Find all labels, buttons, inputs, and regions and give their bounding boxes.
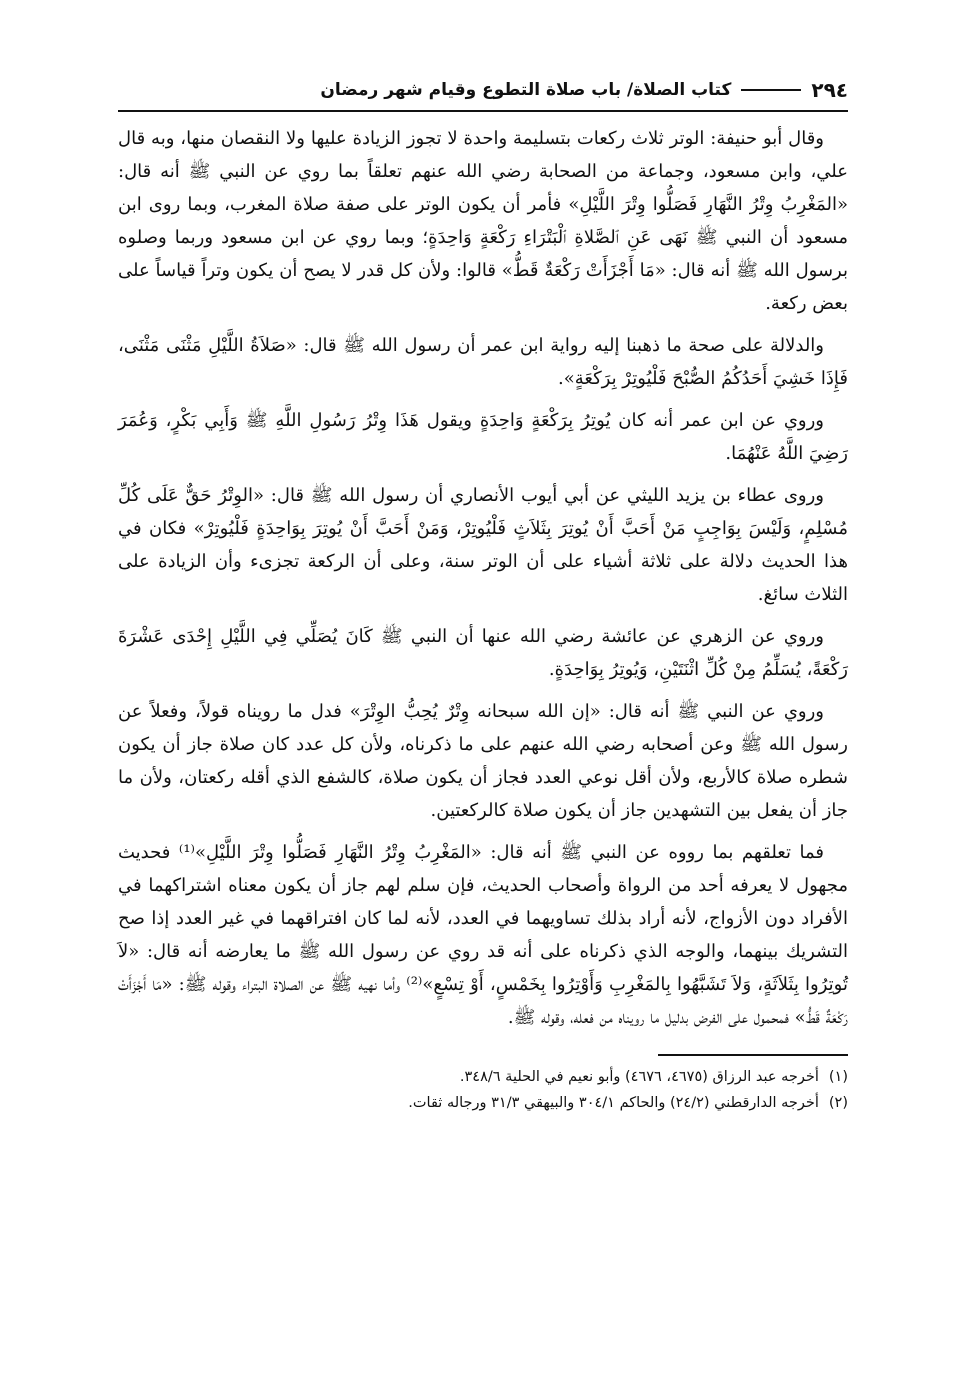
paragraph: والدلالة على صحة ما ذهبنا إليه رواية ابن عمر أن رسول الله ﷺ قال: «صَلاَةُ اللَّيْلِ مَثْنَى مَثْنَى، فَإِذَا خَشِيَ أَحَدُكُمُ الصُّبْحَ فَلْيُوتِرْ بِرَكْعَةٍ». xyxy=(118,335,848,389)
paragraph: وروي عن الزهري عن عائشة رضي الله عنها أن النبي ﷺ كَانَ يُصَلِّي فِي اللَّيْلِ إِحْدَى عَشْرَةَ رَكْعَةً، يُسَلِّمُ مِنْ كُلِّ اثْنَتَيْنِ، وَيُوتِرُ بِوَاحِدَةٍ. xyxy=(118,626,848,680)
footnote-number: (١) xyxy=(828,1069,848,1085)
footnote xyxy=(118,1090,848,1116)
paragraph: وروي عن ابن عمر أنه كان يُوتِرُ بِرَكْعَةٍ وَاحِدَةٍ ويقول هَذَا وِتْرُ رَسُولِ اللَّهِ ﷺ وَأَبِي بَكْرٍ، وَعُمَرَ رَضِيَ اللَّهُ عَنْهُمَا. xyxy=(118,410,848,464)
paragraph: فما تعلقهم بما رووه عن النبي ﷺ أنه قال: «المَغْرِبُ وِتْرُ النَّهَارِ فَصَلُّوا وِتْرَ اللَّيْلِ»⁽¹⁾ فحديث مجهول لا يعرفه أحد من الرواة وأصحاب الحديث، فإن سلم لهم جاز أن يكون معناه اشتراكهما في الأفراد دون الأزواج، لأنه أراد بذلك تساويهما في العدد، لأنه لما كان افتراقهما في غير العدد إذا صح التشريك بينهما، والوجه الذي ذكرناه على أنه قد روي عن رسول الله ﷺ ما يعارضه أنه قال: «لاَ تُوتِرُوا بِثَلاَثَةٍ، وَلاَ تَشَبَّهُوا بِالمَغْرِبِ وَأَوْتِرُوا بِخَمْسٍ، أَوْ تِسْعٍ»⁽²⁾ وأما نهيه ﷺ عن الصلاة البتراء وقوله ﷺ: «مَا أَجْزَأَتْ رَكْعَةٌ قَطُّ» فمحمول على الفرض بدليل ما رويناه من فعله، وقوله ﷺ. xyxy=(118,842,848,1028)
footnote-separator xyxy=(658,1054,848,1056)
footnote xyxy=(118,1064,848,1090)
page-number: ٢٩٤ xyxy=(811,78,848,102)
header-rule xyxy=(741,89,801,91)
footnote-number: (٢) xyxy=(828,1095,848,1111)
book-page xyxy=(118,70,848,1330)
footnote-text: أخرجه الدارقطني (٢٤/٢) والحاكم ٣٠٤/١ والبيهقي ٣١/٣ ورجاله ثقات. xyxy=(408,1095,819,1111)
paragraph: وروي عن النبي ﷺ أنه قال: «إن الله سبحانه وِتْرٌ يُحِبُّ الوِتْرَ» فدل ما رويناه قولاً، وفعلاً عن رسول الله ﷺ وعن أصحابه رضي الله عنهم على ما ذكرناه، ولأن كل عدد كان صلاة جاز أن يكون شطره صلاة كالأربع، ولأن أقل نوعي العدد فجاز أن يكون صلاة، كالشفع الذي أقله ركعتان، ولأن ما جاز أن يفعل بين التشهدين جاز أن يكون صلاة كالركعتين. xyxy=(118,701,848,821)
paragraph: وروى عطاء بن يزيد الليثي عن أبي أيوب الأنصاري أن رسول الله ﷺ قال: «الوِتْرُ حَقٌّ عَلَى كُلِّ مُسْلِمٍ، وَلَيْسَ بِوَاجِبٍ مَنْ أَحَبَّ أَنْ يُوتِرَ بِثَلاَثٍ فَلْيُوتِرْ، وَمَنْ أَحَبَّ أَنْ يُوتِرَ بِوَاحِدَةٍ فَلْيُوتِرْ» فكان في هذا الحديث دلالة على ثلاثة أشياء على أن الوتر سنة، وعلى أن الركعة تجزىء وأن الزيادة على الثلاث سائغ. xyxy=(118,485,848,605)
footnotes xyxy=(118,1064,848,1116)
footnote-text: أخرجه عبد الرزاق (٤٦٧٥، ٤٦٧٦) وأبو نعيم في الحلية ٣٤٨/٦. xyxy=(459,1069,819,1085)
paragraph: وقال أبو حنيفة: الوتر ثلاث ركعات بتسليمة واحدة لا تجوز الزيادة عليها ولا النقصان منها، وبه قال علي، وابن مسعود، وجماعة من الصحابة رضي الله عنهم تعلقاً بما روي عن النبي ﷺ أنه قال: «المَغْرِبُ وِتْرُ النَّهَارِ فَصَلُّوا وِتْرَ اللَّيْلِ» فأمر أن يكون الوتر على صفة صلاة المغرب، وبما روى ابن مسعود أن النبي ﷺ نَهَى عَنِ ٱلصَّلاةِ ٱلْبَتْرَاءِ رَكْعَةٍ وَاحِدَةٍ؛ وبما روي عن ابن مسعود وربما وصلوه برسول الله ﷺ أنه قال: «مَا أَجْزَأَتْ رَكْعَةٌ قَطُّ» قالوا: ولأن كل قدر لا يصح أن يكون وتراً قياساً على بعض ركعة. xyxy=(118,128,848,314)
main-text xyxy=(118,122,848,1034)
header-title: كتاب الصلاة/ باب صلاة التطوع وقيام شهر رمضان xyxy=(320,80,732,100)
running-header xyxy=(118,70,848,112)
